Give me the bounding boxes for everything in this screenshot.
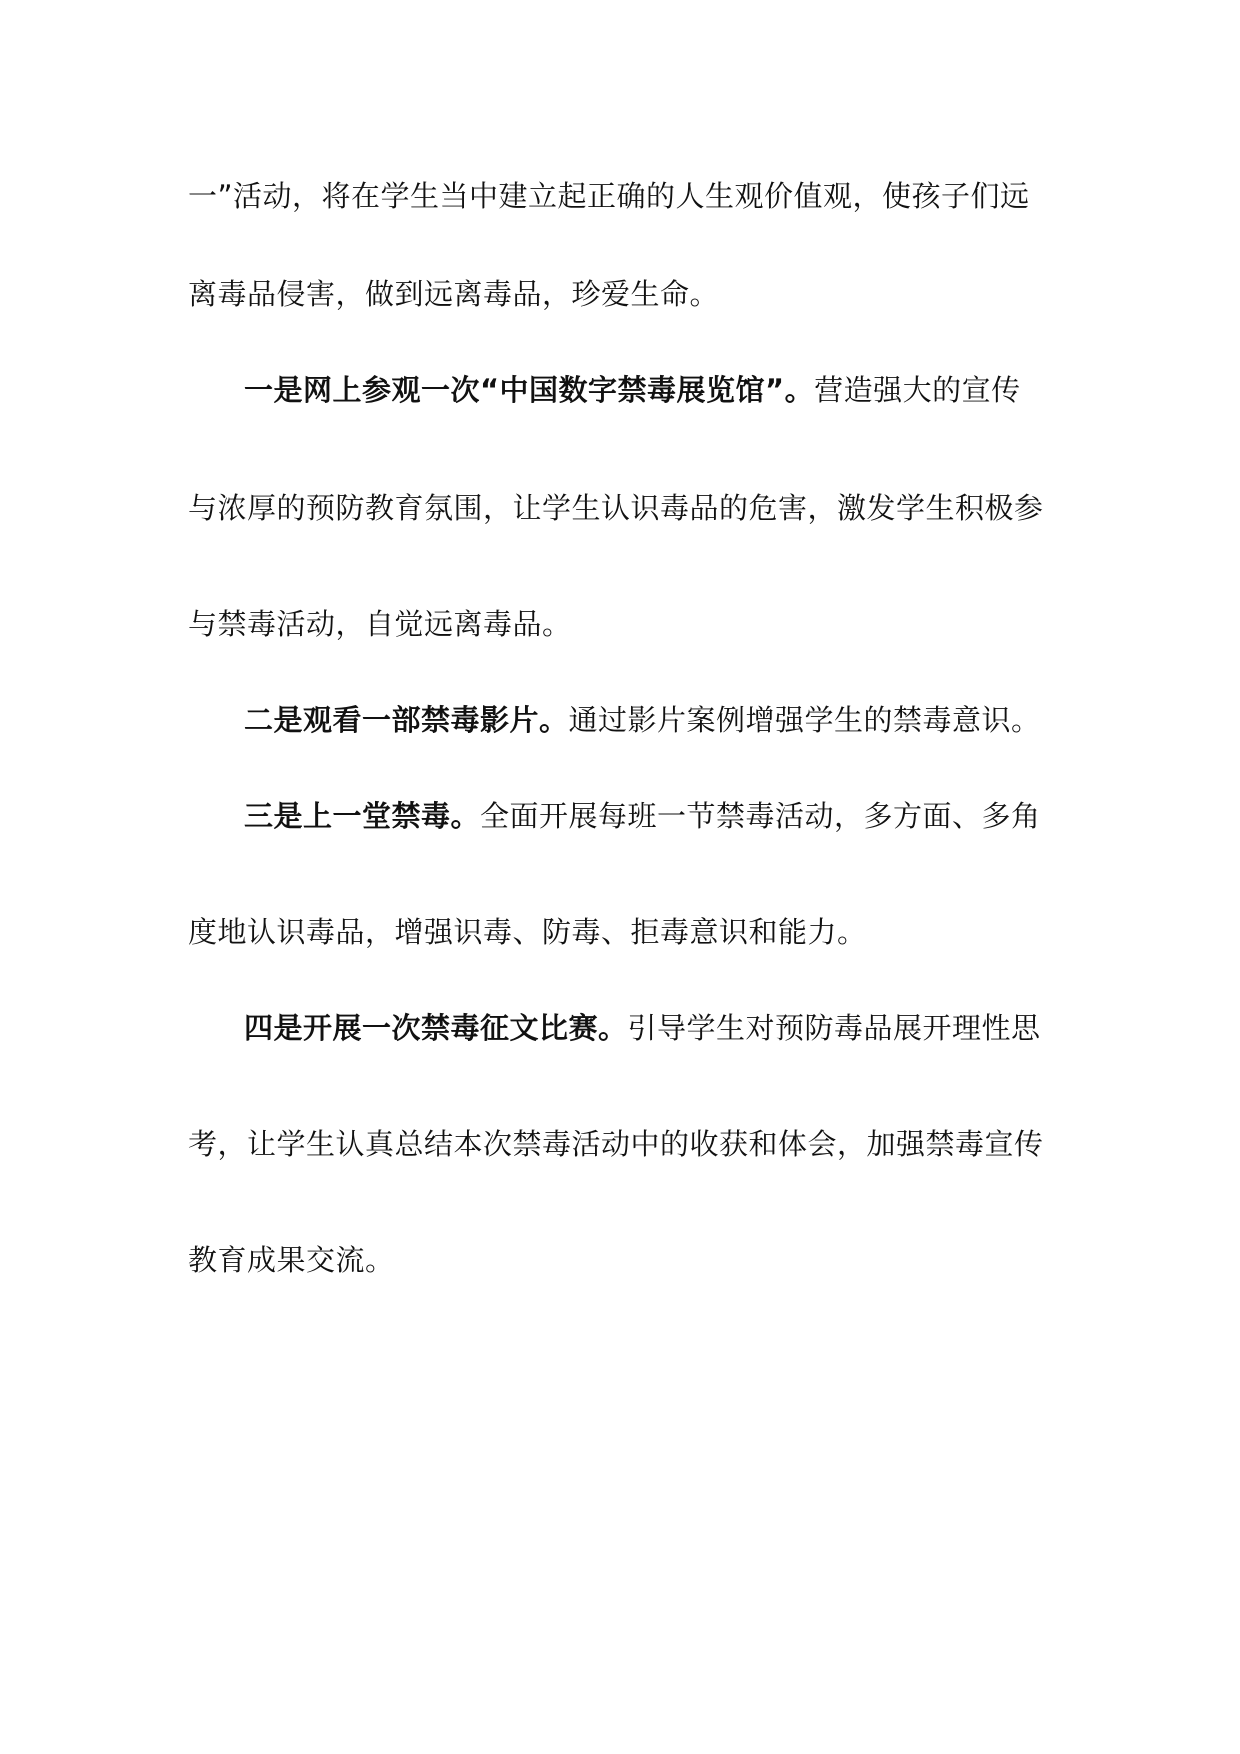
item-two-heading-line — [244, 700, 1048, 740]
item-two-title: 二是观看一部禁毒影片。 — [244, 703, 569, 737]
item-one-heading-line — [244, 370, 1048, 410]
paragraph-line-10 — [188, 1124, 1048, 1164]
line-text: 离毒品侵害，做到远离毒品，珍爱生命。 — [188, 277, 720, 311]
item-one-text: 营造强大的宣传 — [814, 373, 1021, 407]
paragraph-line-11 — [188, 1240, 1048, 1280]
item-one-title: 一是网上参观一次“中国数字禁毒展览馆”。 — [244, 373, 815, 407]
line-text: 度地认识毒品，增强识毒、防毒、拒毒意识和能力。 — [188, 915, 867, 949]
item-four-heading-line — [244, 1008, 1048, 1048]
line-text: 一”活动，将在学生当中建立起正确的人生观价值观，使孩子们远 — [188, 179, 1030, 213]
item-four-title: 四是开展一次禁毒征文比赛。 — [244, 1011, 628, 1045]
line-text: 与禁毒活动，自觉远离毒品。 — [188, 607, 572, 641]
item-two-text: 通过影片案例增强学生的禁毒意识。 — [568, 703, 1041, 737]
item-three-title: 三是上一堂禁毒。 — [244, 799, 481, 833]
item-three-heading-line — [244, 796, 1048, 836]
line-text: 教育成果交流。 — [188, 1243, 395, 1277]
line-text: 与浓厚的预防教育氛围，让学生认识毒品的危害，激发学生积极参 — [188, 491, 1044, 525]
item-four-text: 引导学生对预防毒品展开理性思 — [627, 1011, 1041, 1045]
paragraph-line-5 — [188, 604, 1048, 644]
paragraph-line-2 — [188, 274, 1048, 314]
line-text: 考，让学生认真总结本次禁毒活动中的收获和体会，加强禁毒宣传 — [188, 1127, 1044, 1161]
paragraph-line-4 — [188, 488, 1048, 528]
paragraph-line-8 — [188, 912, 1048, 952]
item-three-text: 全面开展每班一节禁毒活动，多方面、多角 — [480, 799, 1041, 833]
paragraph-line-1 — [188, 176, 1048, 216]
